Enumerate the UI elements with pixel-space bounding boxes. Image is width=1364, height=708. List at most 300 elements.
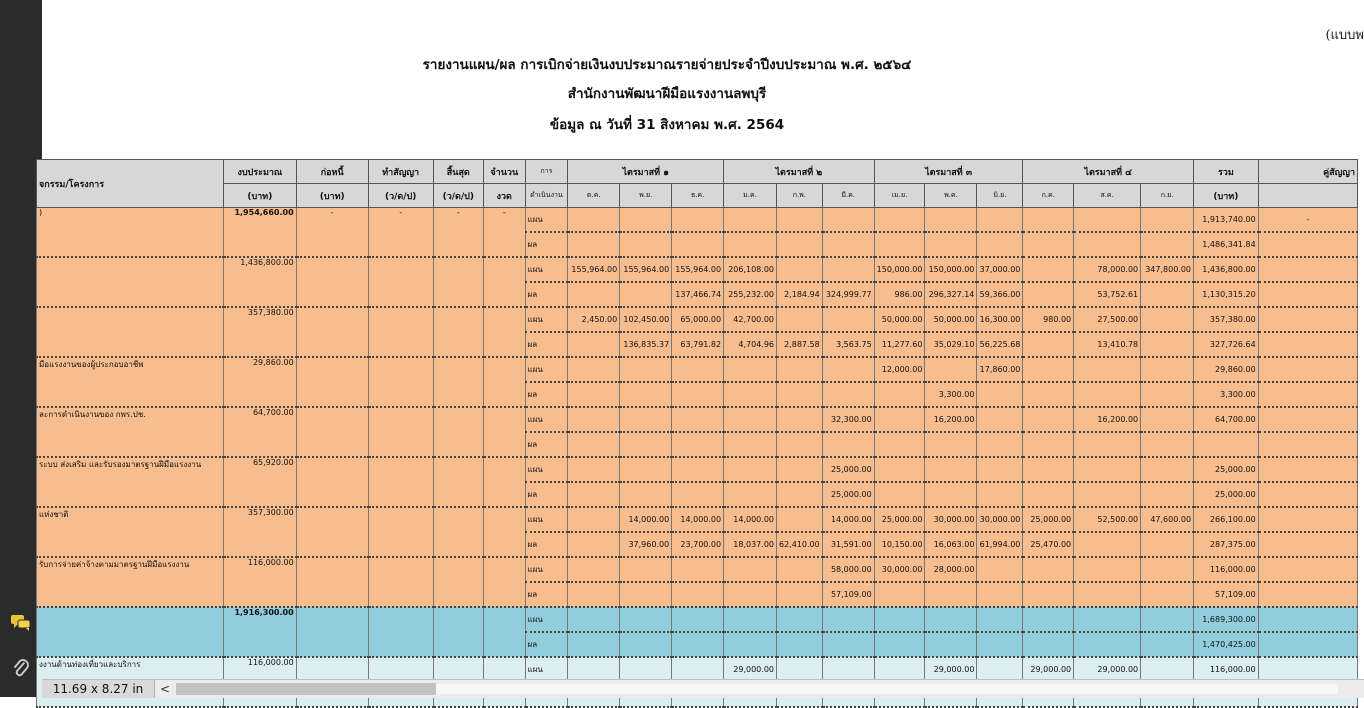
disbursement-table <box>36 159 1358 708</box>
plan-month-value <box>925 607 977 632</box>
party-value <box>1258 557 1357 582</box>
col-budget: งบประมาณ <box>224 160 297 184</box>
plan-month-value: 25,000.00 <box>822 457 874 482</box>
col-q4: ไตรมาสที่ ๔ <box>1023 160 1194 184</box>
plan-month-value: 65,000.00 <box>672 307 724 332</box>
count-value <box>483 407 525 457</box>
plan-month-value <box>568 557 620 582</box>
plan-month-value <box>672 607 724 632</box>
col-party-unit <box>1258 184 1357 208</box>
result-label: ผล <box>525 382 568 407</box>
col-contract-unit: (ว/ด/ป) <box>368 184 433 208</box>
plan-month-value: 2,450.00 <box>568 307 620 332</box>
col-contract: ทำสัญญา <box>368 160 433 184</box>
result-month-value <box>672 632 724 657</box>
result-month-value: 25,000.00 <box>822 482 874 507</box>
paperclip-icon[interactable] <box>8 656 34 682</box>
project-name <box>37 257 224 307</box>
plan-month-value <box>620 407 672 432</box>
col-q1: ไตรมาสที่ ๑ <box>568 160 724 184</box>
plan-month-value <box>1023 607 1074 632</box>
plan-month-value <box>1074 208 1141 233</box>
plan-month-value: 150,000.00 <box>874 257 925 282</box>
plan-month-value <box>925 357 977 382</box>
plan-month-value <box>1023 357 1074 382</box>
result-label: ผล <box>525 332 568 357</box>
plan-month-value <box>874 457 925 482</box>
plan-month-value <box>1074 357 1141 382</box>
result-month-value <box>777 382 823 407</box>
plan-month-value: 206,108.00 <box>724 257 777 282</box>
month-header: มิ.ย. <box>977 184 1023 208</box>
plan-label: แผน <box>525 307 568 332</box>
result-month-value <box>1023 232 1074 257</box>
plan-total-value: 266,100.00 <box>1194 507 1259 532</box>
col-total-unit: (บาท) <box>1194 184 1259 208</box>
count-value <box>483 607 525 657</box>
plan-month-value: 25,000.00 <box>1023 507 1074 532</box>
table-row <box>37 607 1358 632</box>
party-value <box>1258 307 1357 332</box>
result-month-value <box>1141 582 1194 607</box>
plan-month-value <box>777 457 823 482</box>
plan-month-value <box>620 357 672 382</box>
contract-value <box>368 607 433 657</box>
result-month-value: 324,999.77 <box>822 282 874 307</box>
result-month-value <box>977 582 1023 607</box>
debt-value <box>296 457 368 507</box>
table-row <box>37 357 1358 382</box>
plan-month-value: 102,450.00 <box>620 307 672 332</box>
result-month-value <box>777 232 823 257</box>
result-month-value <box>724 432 777 457</box>
plan-month-value <box>777 557 823 582</box>
plan-total-value: 116,000.00 <box>1194 657 1259 682</box>
result-month-value <box>1141 482 1194 507</box>
debt-value: - <box>296 208 368 258</box>
result-total-value: 57,109.00 <box>1194 582 1259 607</box>
result-month-value <box>672 582 724 607</box>
party-value <box>1258 332 1357 357</box>
result-month-value <box>1141 232 1194 257</box>
result-total-value: 1,130,315.20 <box>1194 282 1259 307</box>
result-month-value <box>874 582 925 607</box>
col-debt: ก่อหนี้ <box>296 160 368 184</box>
month-header: ม.ค. <box>724 184 777 208</box>
plan-month-value <box>1023 457 1074 482</box>
month-header: มี.ค. <box>822 184 874 208</box>
result-month-value <box>1074 382 1141 407</box>
document-page <box>39 0 1364 679</box>
month-header: ต.ค. <box>568 184 620 208</box>
result-month-value <box>1023 282 1074 307</box>
plan-month-value: 155,964.00 <box>672 257 724 282</box>
result-month-value <box>925 582 977 607</box>
result-month-value <box>568 432 620 457</box>
result-total-value: 25,000.00 <box>1194 482 1259 507</box>
count-value <box>483 307 525 357</box>
party-value <box>1258 407 1357 432</box>
result-month-value <box>672 382 724 407</box>
ends-value <box>433 607 483 657</box>
plan-month-value: 27,500.00 <box>1074 307 1141 332</box>
budget-value: 1,954,660.00 <box>224 208 297 258</box>
result-month-value <box>1074 432 1141 457</box>
result-month-value <box>977 432 1023 457</box>
plan-month-value <box>977 557 1023 582</box>
result-label: ผล <box>525 632 568 657</box>
plan-month-value <box>777 607 823 632</box>
result-month-value <box>1074 532 1141 557</box>
result-month-value: 57,109.00 <box>822 582 874 607</box>
col-party: คู่สัญญา <box>1258 160 1357 184</box>
result-month-value <box>925 232 977 257</box>
plan-label: แผน <box>525 357 568 382</box>
plan-month-value <box>777 357 823 382</box>
contract-value <box>368 557 433 607</box>
month-header: ก.พ. <box>777 184 823 208</box>
plan-label: แผน <box>525 208 568 233</box>
contract-value <box>368 407 433 457</box>
result-month-value <box>874 382 925 407</box>
plan-month-value <box>1141 208 1194 233</box>
budget-value: 1,436,800.00 <box>224 257 297 307</box>
plan-month-value: 29,000.00 <box>724 657 777 682</box>
party-value <box>1258 632 1357 657</box>
table-row <box>37 457 1358 482</box>
plan-month-value <box>822 357 874 382</box>
result-month-value <box>1023 432 1074 457</box>
plan-month-value: 28,000.00 <box>925 557 977 582</box>
plan-month-value <box>1141 307 1194 332</box>
plan-label: แผน <box>525 507 568 532</box>
contract-value <box>368 307 433 357</box>
result-month-value: 37,960.00 <box>620 532 672 557</box>
ends-value <box>433 357 483 407</box>
plan-month-value <box>568 507 620 532</box>
plan-month-value <box>724 557 777 582</box>
party-value <box>1258 432 1357 457</box>
party-value <box>1258 507 1357 532</box>
plan-month-value <box>672 457 724 482</box>
plan-month-value: 47,600.00 <box>1141 507 1194 532</box>
budget-value: 116,000.00 <box>224 557 297 607</box>
count-value <box>483 507 525 557</box>
budget-value: 64,700.00 <box>224 407 297 457</box>
plan-month-value <box>620 457 672 482</box>
result-month-value <box>822 632 874 657</box>
col-project: จกรรม/โครงการ <box>37 160 224 208</box>
result-month-value <box>777 582 823 607</box>
result-month-value <box>1141 332 1194 357</box>
result-month-value <box>568 382 620 407</box>
result-month-value <box>1074 632 1141 657</box>
count-value <box>483 457 525 507</box>
result-month-value <box>977 232 1023 257</box>
result-month-value <box>568 332 620 357</box>
col-debt-unit: (บาท) <box>296 184 368 208</box>
result-month-value: 137,466.74 <box>672 282 724 307</box>
plan-total-value: 1,436,800.00 <box>1194 257 1259 282</box>
plan-month-value <box>1074 457 1141 482</box>
plan-month-value <box>1141 357 1194 382</box>
table-row <box>37 307 1358 332</box>
plan-month-value <box>777 407 823 432</box>
status-bar <box>42 679 1364 698</box>
result-month-value <box>620 282 672 307</box>
horizontal-scrollbar-thumb[interactable] <box>176 683 436 695</box>
result-month-value <box>568 282 620 307</box>
plan-month-value: 30,000.00 <box>874 557 925 582</box>
plan-month-value: 30,000.00 <box>977 507 1023 532</box>
result-month-value: 56,225.68 <box>977 332 1023 357</box>
report-title: รายงานแผน/ผล การเบิกจ่ายเงินงบประมาณรายจ่ายประจำปีงบประมาณ พ.ศ. ๒๕๖๔ <box>422 57 912 73</box>
result-month-value <box>724 632 777 657</box>
plan-total-value: 116,000.00 <box>1194 557 1259 582</box>
result-month-value <box>724 582 777 607</box>
party-value <box>1258 607 1357 632</box>
result-month-value <box>977 482 1023 507</box>
debt-value <box>296 557 368 607</box>
plan-month-value <box>568 607 620 632</box>
plan-month-value <box>925 457 977 482</box>
plan-month-value: 150,000.00 <box>925 257 977 282</box>
plan-month-value: 50,000.00 <box>874 307 925 332</box>
result-month-value <box>874 632 925 657</box>
col-count: จำนวน <box>483 160 525 184</box>
project-name <box>37 607 224 657</box>
party-value: - <box>1258 208 1357 233</box>
result-month-value: 296,327.14 <box>925 282 977 307</box>
plan-month-value <box>1023 257 1074 282</box>
plan-month-value: 25,000.00 <box>874 507 925 532</box>
plan-month-value <box>1023 208 1074 233</box>
plan-month-value <box>672 357 724 382</box>
party-value <box>1258 357 1357 382</box>
col-budget-unit: (บาท) <box>224 184 297 208</box>
plan-total-value: 64,700.00 <box>1194 407 1259 432</box>
result-month-value <box>568 582 620 607</box>
debt-value <box>296 307 368 357</box>
plan-month-value <box>874 407 925 432</box>
result-month-value <box>1141 432 1194 457</box>
debt-value <box>296 507 368 557</box>
result-month-value: 16,063.00 <box>925 532 977 557</box>
result-label: ผล <box>525 432 568 457</box>
form-code-label: (แบบพ <box>1325 28 1364 43</box>
result-month-value <box>874 232 925 257</box>
count-value <box>483 357 525 407</box>
result-total-value: 327,726.64 <box>1194 332 1259 357</box>
plan-label: แผน <box>525 657 568 682</box>
result-month-value <box>777 482 823 507</box>
plan-month-value <box>724 407 777 432</box>
plan-month-value: 16,300.00 <box>977 307 1023 332</box>
result-month-value <box>777 632 823 657</box>
plan-month-value <box>925 208 977 233</box>
result-month-value: 18,037.00 <box>724 532 777 557</box>
plan-month-value <box>1074 607 1141 632</box>
debt-value <box>296 357 368 407</box>
result-month-value <box>1141 282 1194 307</box>
result-month-value <box>568 532 620 557</box>
result-month-value: 986.00 <box>874 282 925 307</box>
month-header: พ.ย. <box>620 184 672 208</box>
result-month-value <box>620 582 672 607</box>
contract-value: - <box>368 208 433 258</box>
plan-month-value: 14,000.00 <box>822 507 874 532</box>
result-month-value: 59,366.00 <box>977 282 1023 307</box>
plan-month-value <box>777 257 823 282</box>
plan-month-value <box>874 607 925 632</box>
result-month-value <box>672 432 724 457</box>
result-month-value: 13,410.78 <box>1074 332 1141 357</box>
plan-month-value: 347,800.00 <box>1141 257 1194 282</box>
result-label: ผล <box>525 532 568 557</box>
col-q2: ไตรมาสที่ ๒ <box>724 160 875 184</box>
plan-month-value: 14,000.00 <box>724 507 777 532</box>
plan-month-value: 52,500.00 <box>1074 507 1141 532</box>
ends-value <box>433 257 483 307</box>
plan-total-value: 25,000.00 <box>1194 457 1259 482</box>
plan-month-value <box>568 457 620 482</box>
plan-month-value <box>568 357 620 382</box>
result-month-value <box>1141 382 1194 407</box>
col-ends: สิ้นสุด <box>433 160 483 184</box>
month-header: ธ.ค. <box>672 184 724 208</box>
ends-value <box>433 457 483 507</box>
page-size-indicator[interactable]: 11.69 x 8.27 in <box>42 680 155 698</box>
plan-month-value: 50,000.00 <box>925 307 977 332</box>
plan-month-value: 14,000.00 <box>620 507 672 532</box>
col-ends-unit: (ว/ด/ป) <box>433 184 483 208</box>
plan-month-value: 17,860.00 <box>977 357 1023 382</box>
comment-icon[interactable] <box>8 610 34 636</box>
result-total-value: 1,486,341.84 <box>1194 232 1259 257</box>
ends-value: - <box>433 208 483 258</box>
plan-label: แผน <box>525 557 568 582</box>
result-month-value <box>724 482 777 507</box>
plan-month-value: 29,000.00 <box>1074 657 1141 682</box>
month-header: พ.ค. <box>925 184 977 208</box>
plan-month-value <box>1023 557 1074 582</box>
plan-month-value: 42,700.00 <box>724 307 777 332</box>
project-name: รับการจ่ายค่าจ้างตามมาตรฐานฝีมือแรงงาน <box>37 557 224 607</box>
plan-month-value: 58,000.00 <box>822 557 874 582</box>
plan-month-value <box>1141 457 1194 482</box>
plan-month-value: 30,000.00 <box>925 507 977 532</box>
budget-value: 65,920.00 <box>224 457 297 507</box>
party-value <box>1258 582 1357 607</box>
plan-month-value <box>777 208 823 233</box>
result-month-value: 53,752.61 <box>1074 282 1141 307</box>
result-label: ผล <box>525 482 568 507</box>
result-month-value: 35,029.10 <box>925 332 977 357</box>
plan-month-value <box>568 208 620 233</box>
plan-total-value: 357,380.00 <box>1194 307 1259 332</box>
result-month-value: 255,232.00 <box>724 282 777 307</box>
result-month-value <box>620 232 672 257</box>
plan-month-value: 32,300.00 <box>822 407 874 432</box>
table-row <box>37 208 1358 233</box>
plan-month-value <box>672 557 724 582</box>
project-name: ระบบ ส่งเสริม และรับรองมาตรฐานฝีมือแรงงาน <box>37 457 224 507</box>
table-row <box>37 407 1358 432</box>
result-month-value <box>925 432 977 457</box>
result-month-value <box>874 432 925 457</box>
ends-value <box>433 407 483 457</box>
plan-month-value: 155,964.00 <box>620 257 672 282</box>
result-month-value: 3,300.00 <box>925 382 977 407</box>
count-value: - <box>483 208 525 258</box>
result-month-value <box>672 482 724 507</box>
result-month-value <box>1074 482 1141 507</box>
plan-month-value <box>777 507 823 532</box>
result-month-value <box>568 232 620 257</box>
result-month-value <box>568 632 620 657</box>
plan-month-value <box>620 557 672 582</box>
plan-month-value <box>822 208 874 233</box>
plan-month-value <box>822 307 874 332</box>
result-month-value <box>1023 382 1074 407</box>
result-month-value <box>977 382 1023 407</box>
plan-month-value <box>874 208 925 233</box>
plan-month-value <box>977 607 1023 632</box>
contract-value <box>368 507 433 557</box>
budget-value: 357,380.00 <box>224 307 297 357</box>
plan-month-value <box>620 607 672 632</box>
result-month-value: 61,994.00 <box>977 532 1023 557</box>
scroll-left-arrow-icon[interactable]: < <box>160 682 171 696</box>
project-name: ) <box>37 208 224 258</box>
plan-month-value <box>672 407 724 432</box>
result-month-value <box>1023 632 1074 657</box>
result-month-value: 4,704.96 <box>724 332 777 357</box>
result-month-value <box>620 632 672 657</box>
result-month-value <box>822 432 874 457</box>
month-header: ก.ค. <box>1023 184 1074 208</box>
plan-month-value <box>822 257 874 282</box>
budget-value: 1,916,300.00 <box>224 607 297 657</box>
result-month-value <box>672 232 724 257</box>
debt-value <box>296 607 368 657</box>
result-month-value <box>568 482 620 507</box>
plan-label: แผน <box>525 607 568 632</box>
debt-value <box>296 257 368 307</box>
report-date: ข้อมูล ณ วันที่ 31 สิงหาคม พ.ศ. 2564 <box>549 117 785 133</box>
result-month-value: 63,791.82 <box>672 332 724 357</box>
plan-month-value <box>977 208 1023 233</box>
party-value <box>1258 457 1357 482</box>
plan-month-value <box>1023 407 1074 432</box>
contract-value <box>368 257 433 307</box>
result-month-value <box>777 432 823 457</box>
plan-month-value <box>1141 607 1194 632</box>
plan-month-value <box>568 407 620 432</box>
ends-value <box>433 307 483 357</box>
contract-value <box>368 357 433 407</box>
result-month-value: 25,470.00 <box>1023 532 1074 557</box>
result-month-value: 11,277.60 <box>874 332 925 357</box>
result-total-value: 287,375.00 <box>1194 532 1259 557</box>
table-row <box>37 257 1358 282</box>
result-month-value <box>724 232 777 257</box>
ends-value <box>433 507 483 557</box>
result-month-value <box>620 482 672 507</box>
result-month-value <box>1074 582 1141 607</box>
plan-label: แผน <box>525 407 568 432</box>
col-count-unit: งวด <box>483 184 525 208</box>
